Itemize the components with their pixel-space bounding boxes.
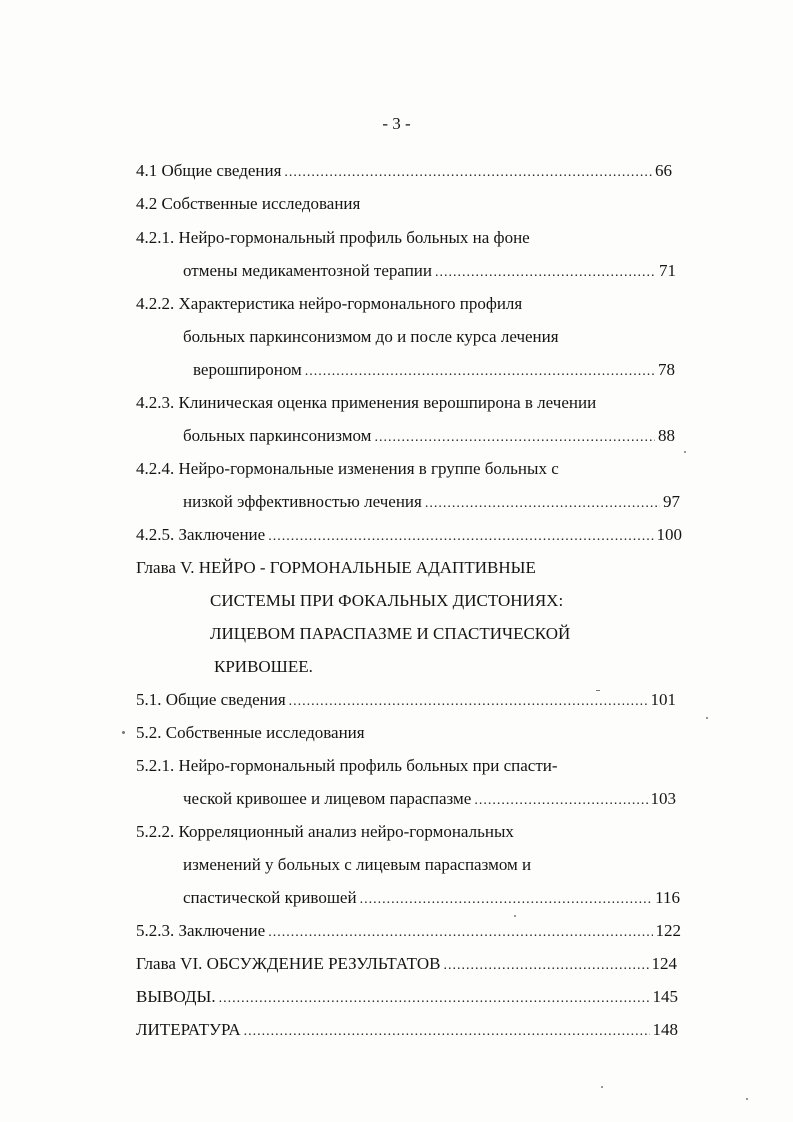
toc-entry-label: Глава VI. ОБСУЖДЕНИЕ РЕЗУЛЬТАТОВ	[136, 954, 441, 973]
toc-entry-label: 5.2.2. Корреляционный анализ нейро-гормональных	[136, 822, 514, 841]
toc-entry-label: ЛИТЕРАТУРА	[136, 1020, 241, 1039]
toc-entry-page: 122	[655, 921, 681, 940]
toc-entry-label: ЛИЦЕВОМ ПАРАСПАЗМЕ И СПАСТИЧЕСКОЙ	[210, 624, 571, 643]
toc-entry	[136, 755, 558, 777]
scan-speck	[596, 690, 600, 691]
toc-entry	[136, 392, 596, 414]
chapter-heading	[136, 557, 536, 579]
toc-entry	[183, 425, 675, 449]
toc-entry	[183, 788, 676, 812]
chapter-heading	[210, 590, 563, 612]
toc-entry-label: 5.2.3. Заключение	[136, 921, 266, 940]
leader-dots	[474, 790, 647, 812]
toc-entry-label: ческой кривошее и лицевом параспазме	[183, 789, 472, 808]
toc-entry-label: изменений у больных с лицевым параспазмом и	[183, 855, 532, 874]
scan-speck	[601, 1086, 603, 1088]
toc-entry-page: 100	[656, 525, 682, 544]
toc-entry-label: верошпироном	[193, 360, 302, 379]
leader-dots	[284, 162, 652, 184]
toc-entry-label: 4.2.4. Нейро-гормональные изменения в группе больных с	[136, 459, 559, 478]
page-number: - 3 -	[382, 114, 411, 133]
leader-dots	[435, 262, 656, 284]
scan-speck	[514, 915, 516, 917]
toc-entry-label: больных паркинсонизмом до и после курса лечения	[183, 327, 559, 346]
toc-entry-page: 97	[663, 492, 680, 511]
toc-entry-page: 145	[652, 987, 678, 1006]
toc-entry-label: 4.2.5. Заключение	[136, 525, 266, 544]
toc-entry-page: 101	[650, 690, 676, 709]
scan-speck	[684, 451, 686, 453]
toc-entry	[136, 722, 365, 744]
leader-dots	[305, 361, 655, 383]
toc-entry-label: 4.2.2. Характеристика нейро-гормонального профиля	[136, 294, 523, 313]
toc-entry-label: 4.2.3. Клиническая оценка применения верошпирона в лечении	[136, 393, 597, 412]
toc-entry-label: 5.2. Собственные исследования	[136, 723, 365, 742]
toc-entry-label: 4.2 Собственные исследования	[136, 194, 361, 213]
toc-entry-page: 116	[655, 888, 680, 907]
toc-entry-label: больных паркинсонизмом	[183, 426, 372, 445]
toc-entry	[193, 359, 675, 383]
toc-entry-page: 66	[655, 161, 672, 180]
toc-entry	[183, 491, 680, 515]
toc-entry	[136, 953, 677, 977]
toc-entry	[136, 524, 682, 548]
leader-dots	[425, 493, 660, 515]
leader-dots	[268, 526, 653, 548]
toc-entry-page: 88	[658, 426, 675, 445]
leader-dots	[443, 955, 648, 977]
leader-dots	[360, 889, 653, 911]
toc-entry	[136, 227, 530, 249]
toc-entry-label: 5.1. Общие сведения	[136, 690, 286, 709]
scan-speck	[706, 717, 708, 719]
toc-entry	[136, 160, 672, 184]
toc-entry-label: Глава V. НЕЙРО - ГОРМОНАЛЬНЫЕ АДАПТИВНЫЕ	[136, 558, 536, 577]
chapter-heading	[210, 623, 570, 645]
leader-dots	[244, 1021, 650, 1043]
toc-entry	[183, 260, 676, 284]
toc-entry-label: 5.2.1. Нейро-гормональный профиль больных при спасти-	[136, 756, 558, 775]
toc-entry	[136, 821, 514, 843]
toc-entry-label: низкой эффективностью лечения	[183, 492, 422, 511]
leader-dots	[268, 922, 652, 944]
toc-entry	[136, 920, 681, 944]
toc-entry-page: 78	[658, 360, 675, 379]
toc-entry-label: отмены медикаментозной терапии	[183, 261, 433, 280]
toc-entry-label: СИСТЕМЫ ПРИ ФОКАЛЬНЫХ ДИСТОНИЯХ:	[210, 591, 564, 610]
toc-entry-label: ВЫВОДЫ.	[136, 987, 216, 1006]
toc-entry-label: 4.1 Общие сведения	[136, 161, 282, 180]
leader-dots	[374, 427, 655, 449]
toc-entry	[136, 293, 522, 315]
toc-entry	[136, 986, 678, 1010]
toc-entry	[136, 458, 559, 480]
leader-dots	[219, 988, 650, 1010]
toc-entry	[183, 887, 680, 911]
toc-entry	[136, 1019, 678, 1043]
toc-entry	[183, 854, 531, 876]
chapter-heading	[214, 656, 313, 678]
toc-entry-page: 103	[650, 789, 676, 808]
toc-entry	[136, 193, 360, 215]
toc-entry-page: 71	[659, 261, 676, 280]
toc-entry-page: 124	[651, 954, 677, 973]
toc-entry-label: КРИВОШЕЕ.	[214, 657, 313, 676]
toc-entry	[183, 326, 559, 348]
scan-speck	[746, 1098, 748, 1100]
toc-entry-label: 4.2.1. Нейро-гормональный профиль больных на фоне	[136, 228, 530, 247]
leader-dots	[289, 691, 648, 713]
toc-entry-page: 148	[652, 1020, 678, 1039]
toc-entry-label: спастической кривошей	[183, 888, 357, 907]
scan-speck	[122, 731, 125, 734]
toc-entry	[136, 689, 676, 713]
